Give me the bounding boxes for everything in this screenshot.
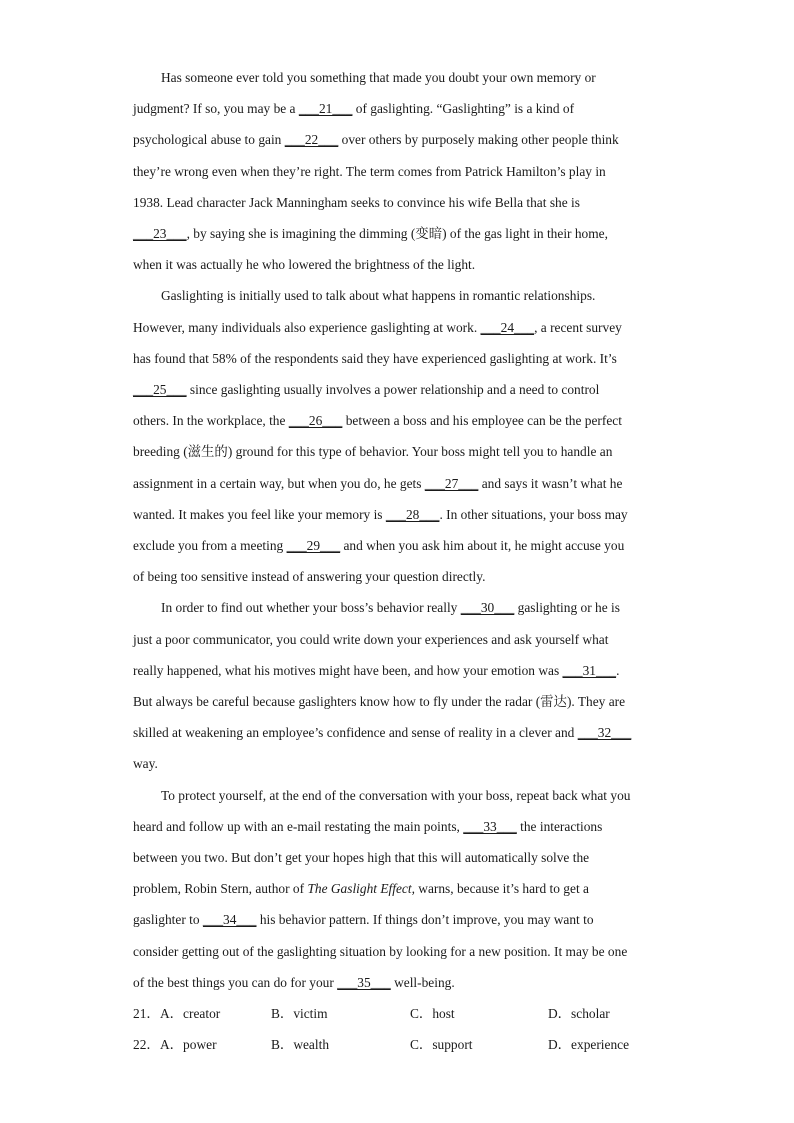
text-line: However, many individuals also experience gaslighting at work. ___24___, a recent survey	[133, 319, 622, 335]
blank-28: ___28___	[385, 506, 440, 522]
blank-33: ___33___	[463, 818, 517, 834]
answer-options	[133, 998, 658, 1060]
paragraph-1	[133, 62, 658, 280]
option-b: B．victim	[271, 1006, 328, 1022]
text-line: 1938. Lead character Jack Manningham seeks to convince his wife Bella that she is	[133, 194, 580, 210]
blank-22: ___22___	[284, 132, 339, 148]
blank-21: ___21___	[298, 101, 353, 117]
blank-31: ___31___	[562, 662, 617, 678]
text-line: exclude you from a meeting ___29___ and when you ask him about it, he might accuse you	[133, 538, 625, 554]
option-d: D．experience	[548, 1037, 630, 1053]
paragraph-2	[133, 280, 658, 592]
blank-32: ___32___	[577, 725, 632, 741]
document-page	[133, 62, 658, 1060]
text-line: judgment? If so, you may be a ___21___ of gaslighting. “Gaslighting” is a kind of	[133, 101, 575, 117]
question-21-options	[133, 998, 658, 1029]
book-title: The Gaslight Effect,	[307, 881, 415, 897]
text-line: between you two. But don’t get your hopes high that this will automatically solve the	[133, 850, 590, 866]
option-a: A．creator	[160, 1006, 221, 1022]
text-line: has found that 58% of the respondents said they have experienced gaslighting at work. It’s	[133, 350, 617, 366]
question-number: 22．	[133, 1037, 160, 1053]
blank-26: ___26___	[288, 413, 343, 429]
paragraph-3	[133, 592, 658, 779]
text-line: Gaslighting is initially used to talk about what happens in romantic relationships.	[161, 288, 596, 304]
blank-34: ___34___	[202, 912, 257, 928]
text-line: assignment in a certain way, but when you do, he gets ___27___ and says it wasn’t what he	[133, 475, 623, 491]
text-line: skilled at weakening an employee’s confidence and sense of reality in a clever and ___32___	[133, 725, 632, 741]
blank-24: ___24___	[480, 319, 535, 335]
text-line: ___23___, by saying she is imagining the dimming (变暗) of the gas light in their home,	[133, 226, 608, 242]
option-c: C．host	[410, 1006, 455, 1022]
text-line: they’re wrong even when they’re right. The term comes from Patrick Hamilton’s play in	[133, 163, 606, 179]
text-line: of the best things you can do for your ___35___ well-being.	[133, 974, 455, 990]
text-line: just a poor communicator, you could write down your experiences and ask yourself what	[133, 631, 609, 647]
blank-25: ___25___	[133, 382, 187, 398]
text-line: To protect yourself, at the end of the conversation with your boss, repeat back what you	[161, 787, 631, 803]
blank-23: ___23___	[133, 226, 187, 242]
blank-29: ___29___	[286, 538, 341, 554]
blank-35: ___35___	[337, 974, 391, 990]
text-line: consider getting out of the gaslighting situation by looking for a new position. It may be one	[133, 943, 628, 959]
blank-27: ___27___	[424, 475, 479, 491]
text-line: In order to find out whether your boss’s behavior really ___30___ gaslighting or he is	[161, 600, 620, 616]
text-line: way.	[133, 756, 158, 772]
text-line: ___25___ since gaslighting usually involves a power relationship and a need to control	[133, 382, 600, 398]
option-b: B．wealth	[271, 1037, 330, 1053]
text-line: when it was actually he who lowered the brightness of the light.	[133, 257, 476, 273]
text-line: wanted. It makes you feel like your memory is ___28___. In other situations, your boss may	[133, 506, 628, 522]
text-line: of being too sensitive instead of answering your question directly.	[133, 569, 486, 585]
text-line: really happened, what his motives might have been, and how your emotion was ___31___.	[133, 662, 620, 678]
text-line: gaslighter to ___34___ his behavior pattern. If things don’t improve, you may want to	[133, 912, 594, 928]
paragraph-4	[133, 780, 658, 998]
text-line: But always be careful because gaslighters know how to fly under the radar (雷达). They are	[133, 694, 626, 710]
text-line: Has someone ever told you something that made you doubt your own memory or	[161, 70, 596, 85]
text-line: breeding (滋生的) ground for this type of behavior. Your boss might tell you to handle an	[133, 444, 613, 460]
option-a: A．power	[160, 1037, 217, 1053]
option-d: D．scholar	[548, 1006, 610, 1022]
blank-30: ___30___	[460, 600, 515, 616]
option-c: C．support	[410, 1037, 473, 1053]
text-line: heard and follow up with an e-mail restating the main points, ___33___ the interactions	[133, 818, 603, 834]
text-line: problem, Robin Stern, author of The Gaslight Effect, warns, because it’s hard to get a	[133, 881, 589, 897]
text-line: others. In the workplace, the ___26___ between a boss and his employee can be the perfect	[133, 413, 622, 429]
question-number: 21．	[133, 1006, 160, 1022]
question-22-options	[133, 1029, 658, 1060]
text-line: psychological abuse to gain ___22___ over others by purposely making other people think	[133, 132, 619, 148]
